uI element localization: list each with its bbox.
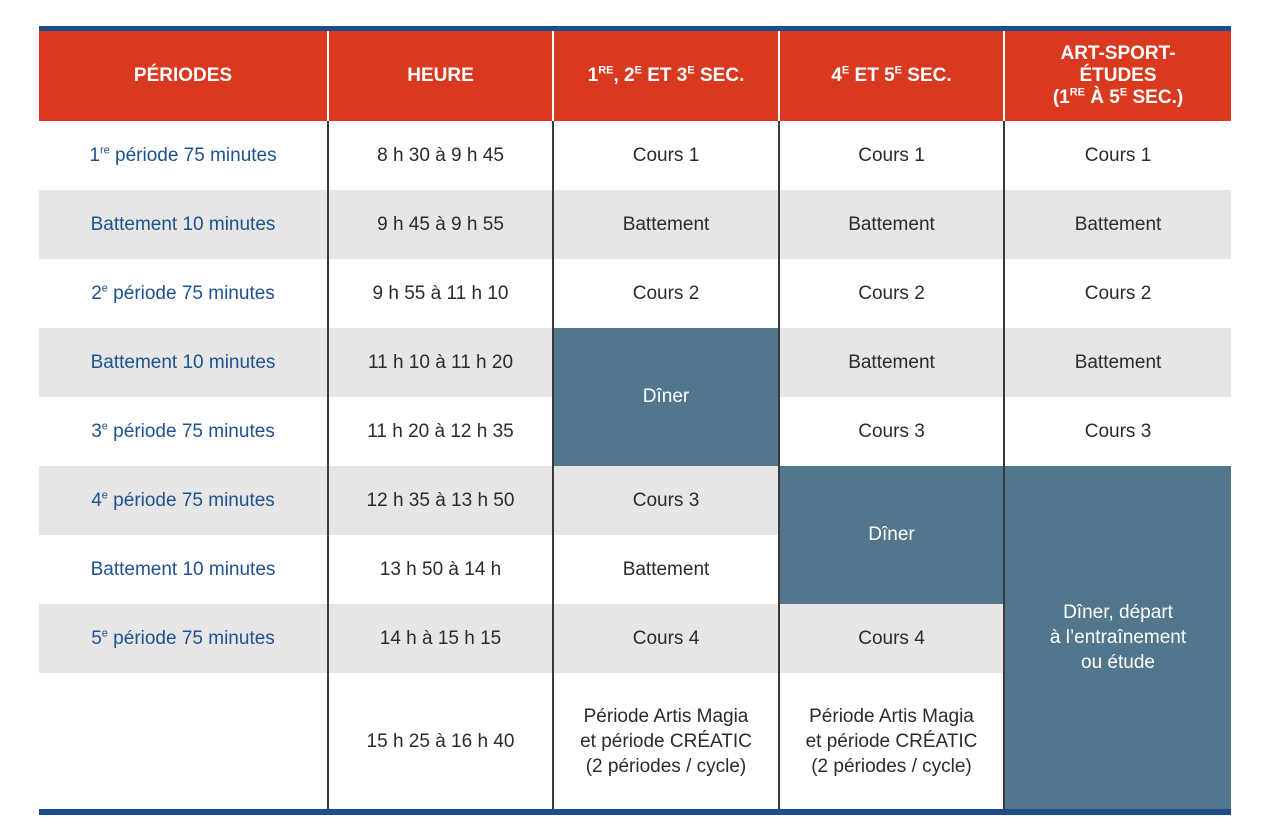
sec123-cell: Cours 4 — [553, 604, 779, 673]
ase-cell: Battement — [1004, 190, 1231, 259]
table-row — [39, 259, 1231, 328]
sec123-cell: Période Artis Magia et période CRÉATIC (2 périodes / cycle) — [553, 673, 779, 809]
time-cell: 8 h 30 à 9 h 45 — [328, 121, 553, 190]
period-cell: 4e période 75 minutes — [39, 466, 328, 535]
time-cell: 9 h 55 à 11 h 10 — [328, 259, 553, 328]
time-cell: 14 h à 15 h 15 — [328, 604, 553, 673]
period-cell: 2e période 75 minutes — [91, 282, 275, 304]
time-cell: 11 h 20 à 12 h 35 — [328, 397, 553, 466]
table-row — [39, 328, 1231, 397]
time-cell: 12 h 35 à 13 h 50 — [328, 466, 553, 535]
period-cell: 1re période 75 minutes — [89, 144, 277, 166]
period-cell: Battement 10 minutes — [39, 328, 328, 397]
sec45-cell: Cours 1 — [779, 121, 1004, 190]
table-row — [39, 466, 1231, 535]
sec45-cell: Période Artis Magia et période CRÉATIC (2 périodes / cycle) — [779, 673, 1004, 809]
period-cell: Battement 10 minutes — [90, 558, 276, 580]
header-heure: HEURE — [328, 31, 553, 121]
header-sec-4-5: $4^E$ ET $5^E$ SEC. — [779, 31, 1004, 121]
header-periodes: PÉRIODES — [39, 31, 328, 121]
ase-cell: Cours 1 — [1004, 121, 1231, 190]
ase-cell: Cours 2 — [1004, 259, 1231, 328]
sec45-cell: Cours 2 — [779, 259, 1004, 328]
sec123-cell: Cours 2 — [553, 259, 779, 328]
header-art-sport-etudes: ART-SPORT- ÉTUDES (1RE À $5^E$ SEC.) — [1004, 31, 1231, 121]
time-cell: 11 h 10 à 11 h 20 — [328, 328, 553, 397]
period-cell: 3e période 75 minutes — [91, 420, 275, 442]
table-row — [39, 190, 1231, 259]
bottom-rule — [39, 809, 1231, 815]
ase-cell: Cours 3 — [1004, 397, 1231, 466]
period-cell — [39, 673, 328, 809]
time-cell: 9 h 45 à 9 h 55 — [328, 190, 553, 259]
period-cell: 5e période 75 minutes — [39, 604, 328, 673]
period-cell: Battement 10 minutes — [39, 190, 328, 259]
table-row — [39, 121, 1231, 190]
sec45-cell: Battement — [779, 328, 1004, 397]
diner-block-sec45: Dîner — [779, 466, 1004, 604]
sec123-cell: Cours 3 — [553, 466, 779, 535]
header-row — [39, 31, 1231, 121]
schedule-table — [39, 31, 1231, 809]
sec45-cell: Cours 4 — [779, 604, 1004, 673]
diner-block-sec123: Dîner — [553, 328, 779, 466]
ase-cell: Battement — [1004, 328, 1231, 397]
time-cell: 15 h 25 à 16 h 40 — [328, 673, 553, 809]
schedule-table-wrapper — [39, 26, 1231, 815]
sec45-cell: Battement — [779, 190, 1004, 259]
sec123-cell: Battement — [553, 190, 779, 259]
time-cell: 13 h 50 à 14 h — [328, 535, 553, 604]
header-sec-1-2-3: 1RE, $2^E$ ET $3^E$ SEC. — [553, 31, 779, 121]
sec123-cell: Cours 1 — [553, 121, 779, 190]
diner-training-block-ase: Dîner, départ à l’entraînement ou étude — [1004, 466, 1231, 809]
sec45-cell: Cours 3 — [779, 397, 1004, 466]
sec123-cell: Battement — [553, 535, 779, 604]
